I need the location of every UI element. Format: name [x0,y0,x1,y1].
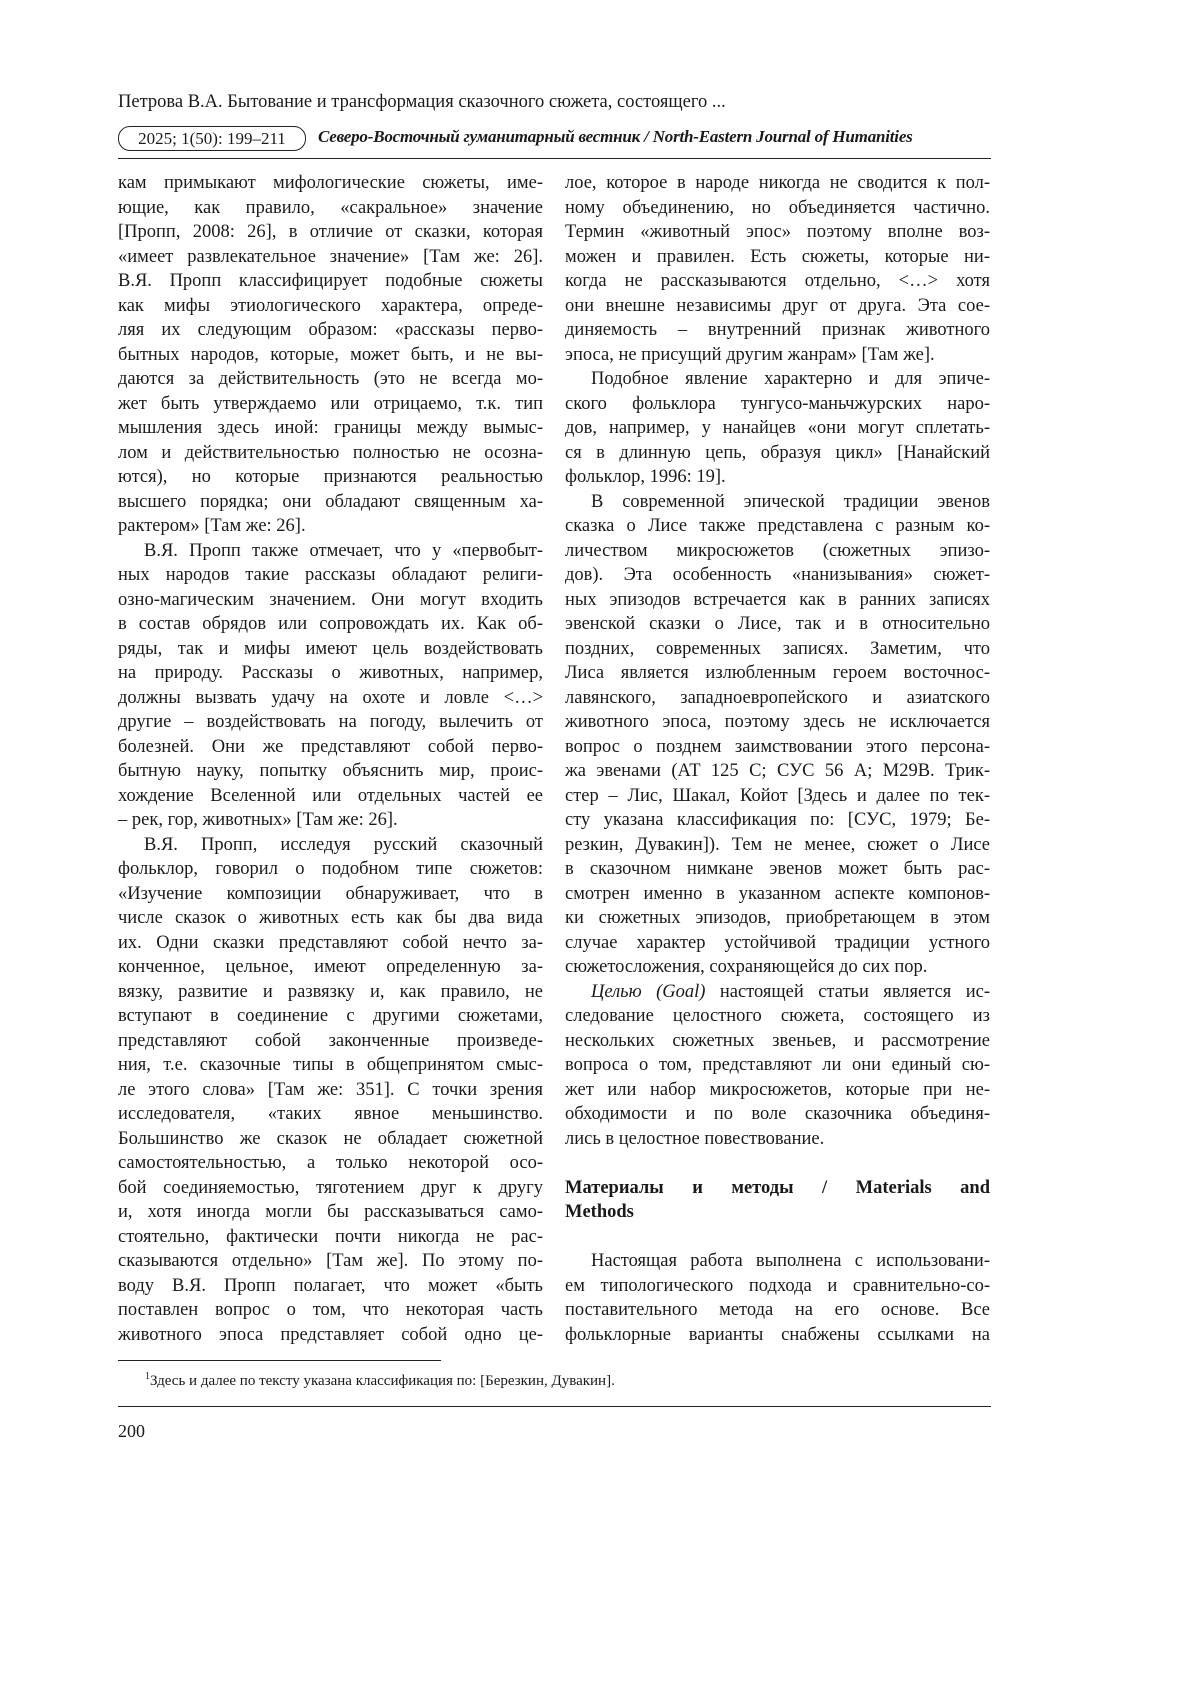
text-line: жа эвенами (АТ 125 С; СУС 56 А; M29B. Трик- [565,761,990,781]
footnote-divider [118,1360,441,1361]
text-line: ем типологического подхода и сравнительно-со- [565,1275,990,1296]
text-line: стоятельно, фактически почти никогда не рас- [118,1226,543,1247]
text-line: Настоящая работа выполнена с использовани- [591,1251,990,1271]
text-line: животного эпоса, поэтому здесь не исключается [565,712,990,732]
text-line: резкин, Дувакин]). Тем не менее, сюжет о Лисе [565,834,990,855]
text-line: эвенской сказки о Лисе, так и в относительно [565,614,990,634]
right-column [565,171,990,1347]
section-heading: Материалы и методы / Materials and [565,1177,990,1198]
text-line: ляя их следующим образом: «рассказы перво- [118,320,543,340]
text-line: сту указана классификация по: [СУС, 1979; Бе- [565,810,990,830]
text-line: воду В.Я. Пропп полагает, что может «быть [118,1275,543,1296]
text-line: ному объединению, но объединяется частично. [565,197,990,218]
text-line: бой соединяемостью, тяготением друг к другу [118,1177,543,1198]
text-line: болезней. Они же представляют собой перво- [118,736,543,757]
text-line: Подобное явление характерно и для эпиче- [591,369,990,389]
text-line: сюжетосложения, сохраняющейся до сих пор. [565,957,928,977]
text-line: они внешне независимы друг от друга. Эта сое- [565,295,990,316]
text-line: лом и действительностью полностью не осозна- [118,442,543,463]
running-title: Петрова В.А. Бытование и трансформация сказочного сюжета, состоящего ... [118,92,726,112]
left-column [118,171,543,1347]
text-line: ле этого слова» [Там же: 351]. С точки зрения [118,1079,543,1100]
text-line: когда не рассказываются отдельно, <…> хотя [565,271,990,291]
page-number: 200 [118,1421,145,1441]
text-line: [Пропп, 2008: 26], в отличие от сказки, которая [118,222,543,242]
text-line: рактером» [Там же: 26]. [118,516,306,536]
journal-title: Северо-Восточный гуманитарный вестник / North-Eastern Journal of Humanities [318,127,913,146]
text-line: смотрен именно в указанном аспекте компонов- [565,883,990,904]
text-line: случае характер устойчивой традиции устного [565,932,990,953]
issue-badge: 2025; 1(50): 199–211 [118,126,306,151]
text-line: лавянского, западноевропейского и азиатского [565,687,990,708]
text-line: Большинство же сказок не обладает сюжетной [118,1128,543,1149]
text-line: поздних, современных записях. Заметим, что [565,638,990,659]
text-line: вязку, развитие и развязку и, как правило, не [118,981,543,1002]
text-line: поставительного метода на его основе. Все [565,1300,990,1320]
text-line: лое, которое в народе никогда не сводится к пол- [565,173,990,193]
text-line: дов, например, у нанайцев «они могут сплетать- [565,418,990,438]
text-line: представляют собой законченные произведе- [118,1030,543,1051]
text-line: – рек, гор, животных» [Там же: 26]. [118,810,398,830]
text-line: жет быть утверждаемо или отрицаемо, т.к. тип [118,393,543,414]
text-line: фольклорные варианты снабжены ссылками на [565,1324,990,1345]
text-line: В.Я. Пропп классифицирует подобные сюжеты [118,271,543,291]
emphasis-text: Целью (Goal) [591,981,706,1002]
text-line: другие – воздействовать на погоду, вылечить от [118,712,543,732]
text-line: ки сюжетных эпизодов, приобретающем в этом [565,908,990,928]
text-line: В современной эпической традиции эвенов [591,491,990,512]
text-line: ряды, так и мифы имеют цель воздействовать [118,638,543,659]
text-line: их. Одни сказки представляют собой нечто за- [118,932,543,953]
text-line: можен и правилен. Есть сюжеты, которые ни- [565,246,990,267]
text-line: вступают в соединение с другими сюжетами, [118,1006,543,1026]
blank-line [565,1151,990,1176]
text-line: мышления здесь иной: границы между вымыс- [118,418,543,438]
text-line: конченное, цельное, имеют определенную за- [118,957,543,977]
text-line: лись в целостное повествование. [565,1128,825,1149]
text-line: ния, т.е. сказочные типы в общепринятом смыс- [118,1055,543,1075]
text-line: сказка о Лисе также представлена с разным ко- [565,516,990,536]
text-line: поставлен вопрос о том, что некоторая часть [118,1300,543,1320]
text-line: и, хотя иногда могли бы рассказываться само- [118,1202,543,1222]
text-line: ются), но которые признаются реальностью [118,467,543,487]
text-line [565,980,990,1005]
text-line: В.Я. Пропп также отмечает, что у «первобыт- [144,540,543,561]
text-line: нескольких сюжетных звеньев, и рассмотрение [565,1030,990,1051]
footnote [145,1373,615,1390]
text-line: «имеет развлекательное значение» [Там же: 26]. [118,246,543,267]
text-line: В.Я. Пропп, исследуя русский сказочный [144,834,543,855]
text-line: бытных народов, которые, может быть, и не вы- [118,344,543,365]
text-line: фольклор, 1996: 19]. [565,467,726,487]
text-line: жет или набор микросюжетов, которые при не- [565,1079,990,1100]
text-line: «Изучение композиции обнаруживает, что в [118,883,543,904]
text-line: дов). Эта особенность «нанизывания» сюжет- [565,565,990,585]
header-divider [118,158,991,159]
text-line: Лиса является излюбленным героем восточнос- [565,663,990,683]
text-line: как мифы этиологического характера, опреде- [118,295,543,316]
text-line: самостоятельностью, а только некоторой осо- [118,1153,543,1173]
text-line: следование целостного сюжета, состоящего из [565,1006,990,1026]
text-line: даются за действительность (это не всегда мо- [118,369,543,389]
text-span: настоящей статьи является ис- [705,981,990,1002]
text-line: вопроса о том, представляют ли они единый сю- [565,1055,990,1075]
text-line: на природу. Рассказы о животных, например, [118,663,543,683]
text-line: ского фольклора тунгусо-маньчжурских наро- [565,393,990,414]
text-line: эпоса, не присущий другим жанрам» [Там же]. [565,344,935,365]
text-line: ных эпизодов встречается как в ранних записях [565,589,990,610]
text-line: ных народов такие рассказы обладают религи- [118,565,543,585]
footnote-text: Здесь и далее по тексту указана классификация по: [Березкин, Дувакин]. [150,1373,615,1389]
text-line: стер – Лис, Шакал, Койот [Здесь и далее по тек- [565,785,990,806]
text-line: ющие, как правило, «сакральное» значение [118,197,543,218]
text-line: диняемость – внутренний признак животного [565,320,990,340]
text-line: вопрос о позднем заимствовании этого персона- [565,736,990,757]
text-line: исследователя, «таких явное меньшинство. [118,1104,543,1124]
text-line: хождение Вселенной или отдельных частей ее [118,785,543,806]
text-line: кам примыкают мифологические сюжеты, име- [118,173,543,193]
text-line: в сказочном нимкане эвенов может быть рас- [565,859,990,879]
text-line: бытную науку, попытку объяснить мир, проис- [118,761,543,781]
text-line: числе сказок о животных есть как бы два вида [118,908,543,928]
text-line: ся в длинную цепь, образуя цикл» [Нанайский [565,442,990,463]
text-line: Термин «животный эпос» поэтому вполне воз- [565,222,990,242]
text-line: обходимости и по воле сказочника объединя- [565,1104,990,1124]
text-line: фольклор, говорил о подобном типе сюжетов: [118,859,543,879]
section-heading: Methods [565,1202,634,1222]
footer-divider [118,1406,991,1407]
text-line: сказываются отдельно» [Там же]. По этому по- [118,1251,543,1271]
text-line: высшего порядка; они обладают священным ха- [118,491,543,512]
text-line: должны вызвать удачу на охоте и ловле <…> [118,687,543,708]
text-line: личеством микросюжетов (сюжетных эпизо- [565,540,990,561]
footnote-marker: 1 [145,1371,150,1382]
text-line: животного эпоса представляет собой одно це- [118,1324,543,1345]
text-line: озно-магическим значением. Они могут входить [118,589,543,610]
blank-line [565,1225,990,1250]
text-line: в состав обрядов или сопровождать их. Как об- [118,614,543,634]
